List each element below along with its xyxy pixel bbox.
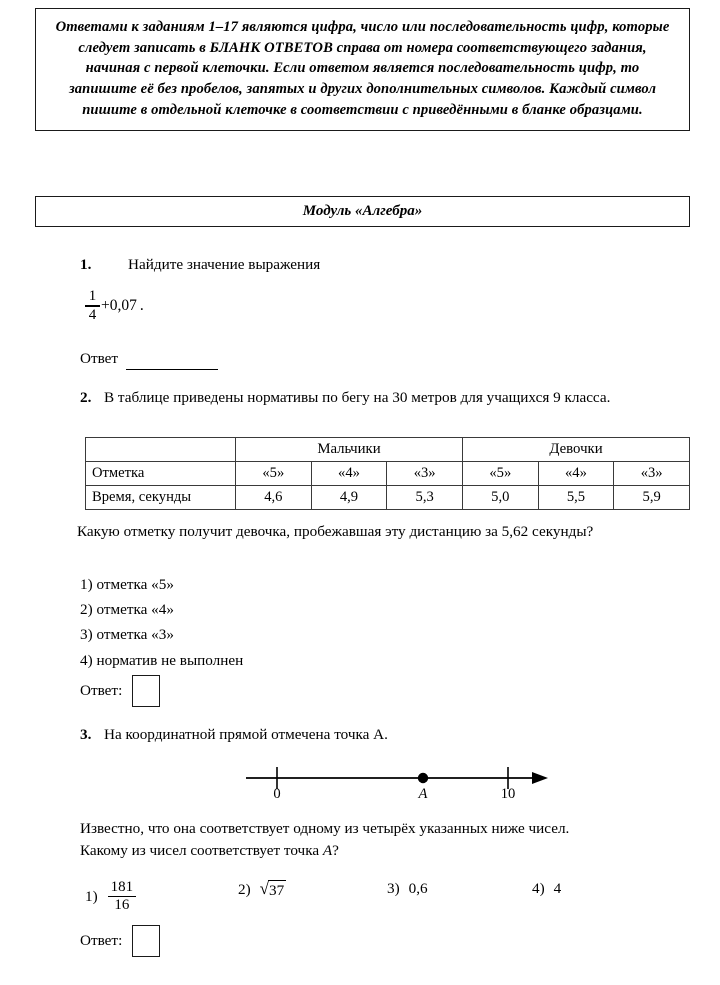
table-row-groups (86, 438, 690, 462)
task-3-question-prefix: Какому из чисел соответствует точка (80, 841, 323, 859)
fraction-numerator: 1 (88, 288, 97, 305)
task-3-description (80, 818, 685, 861)
table-row-marks (86, 462, 690, 486)
task-3-choice-1[interactable] (85, 880, 137, 913)
axis-arrow-icon (532, 772, 548, 784)
task-2-option-1[interactable]: 1) отметка «5» (80, 576, 174, 593)
task-1-number: 1. (80, 256, 92, 273)
task-3-header (80, 725, 660, 746)
table-cell-time: 5,5 (538, 486, 614, 510)
table-rowhead-marks: Отметка (86, 462, 236, 486)
task-3-answer-box[interactable] (132, 925, 160, 957)
table-rowhead-time: Время, секунды (86, 486, 236, 510)
task-3-number: 3. (80, 726, 92, 743)
task-3-choice-2[interactable] (238, 880, 286, 900)
task-2-header (80, 388, 680, 409)
choice-1-marker: 1) (85, 887, 98, 905)
choice-1-numerator: 181 (110, 879, 134, 895)
table-cell-time: 5,0 (462, 486, 538, 510)
task-3-description-line1: Известно, что она соответствует одному из четырёх указанных ниже чисел. (80, 820, 570, 837)
task-2-question: Какую отметку получит девочка, пробежавшая эту дистанцию за 5,62 секунды? (77, 523, 594, 540)
table-cell-time: 4,9 (311, 486, 387, 510)
fraction-denominator: 4 (88, 306, 97, 323)
table-cell-mark: «5» (236, 462, 312, 486)
choice-4-marker: 4) (532, 880, 545, 897)
task-2-option-2[interactable]: 2) отметка «4» (80, 601, 174, 619)
table-group-girls: Девочки (462, 438, 689, 462)
expression-operator: + (101, 297, 110, 315)
task-1-answer-blank[interactable] (126, 357, 218, 370)
instruction-box (35, 8, 690, 131)
task-3-answer-label: Ответ: (80, 932, 123, 949)
task-1-expression (84, 285, 640, 327)
point-a-marker (418, 773, 428, 783)
table-cell-mark: «4» (311, 462, 387, 486)
task-2-answer-label: Ответ: (80, 682, 123, 699)
task-2-options (80, 577, 243, 678)
task-2-number: 2. (80, 389, 92, 406)
task-2-option-3[interactable]: 3) отметка «3» (80, 626, 174, 644)
task-3-choices (85, 874, 685, 919)
task-1-header (80, 255, 640, 276)
choice-1-denominator: 16 (114, 897, 130, 914)
number-line-label-ten: 10 (500, 786, 516, 802)
task-3-description-line2 (80, 840, 685, 862)
task-3-prompt: На координатной прямой отмечена точка А. (104, 726, 388, 743)
table-cell-mark: «5» (462, 462, 538, 486)
task-2 (80, 388, 680, 409)
choice-2-radicand: 37 (269, 882, 285, 899)
choice-1-fraction (108, 880, 137, 913)
task-3-choice-3[interactable] (387, 880, 428, 898)
task-2-answer-box[interactable] (132, 675, 160, 707)
table-cell-mark: «3» (387, 462, 463, 486)
task-3-choice-4[interactable] (532, 880, 561, 898)
table-row-times (86, 486, 690, 510)
table-cell-time: 5,9 (614, 486, 690, 510)
table-cell-mark: «4» (538, 462, 614, 486)
table-group-boys: Мальчики (236, 438, 463, 462)
task-3 (80, 725, 660, 746)
fraction-one-quarter (85, 289, 100, 322)
task-3-question-suffix: ? (332, 841, 339, 859)
module-title: Модуль «Алгебра» (302, 203, 423, 219)
choice-3-marker: 3) (387, 880, 400, 897)
choice-2-sqrt (260, 880, 287, 900)
radical-icon: √ (259, 879, 269, 898)
table-cell-time: 4,6 (236, 486, 312, 510)
module-header-box (35, 196, 690, 227)
table-corner-cell (86, 438, 236, 462)
task-1 (80, 255, 640, 370)
expression-period: . (139, 297, 144, 315)
number-line-label-a: A (418, 786, 428, 802)
task-3-point-name: A (322, 841, 333, 859)
task-2-prompt: В таблице приведены нормативы по бегу на 30 метров для учащихся 9 класса. (104, 389, 611, 406)
task-2-option-4[interactable]: 4) норматив не выполнен (80, 651, 244, 669)
expression-term: 0,07 (109, 297, 137, 315)
instruction-text: Ответами к заданиям 1–17 являются цифра, число или последовательность цифр, которые следует записать в БЛАНК ОТВЕТОВ справа от номера соответствующего задания, начиная с первой клеточки. Если ответом является последовательность цифр, то запишите её без пробелов, запятых и других дополнительных символов. Каждый символ пишите в отдельной клеточке в соответствии с приведёнными в бланке образцами. (55, 19, 670, 118)
number-line-label-zero: 0 (273, 786, 281, 802)
number-line-labels (240, 786, 550, 808)
task-1-answer-label: Ответ (80, 349, 119, 367)
task-1-prompt: Найдите значение выражения (128, 256, 321, 273)
task-1-answer-row (80, 349, 640, 370)
table-cell-mark: «3» (614, 462, 690, 486)
table-cell-time: 5,3 (387, 486, 463, 510)
choice-2-marker: 2) (238, 881, 251, 898)
running-norms-table (85, 437, 690, 510)
task-2-answer-row (80, 675, 160, 707)
choice-4-value: 4 (553, 880, 562, 897)
choice-3-value: 0,6 (408, 880, 428, 897)
task-3-answer-row (80, 925, 160, 957)
